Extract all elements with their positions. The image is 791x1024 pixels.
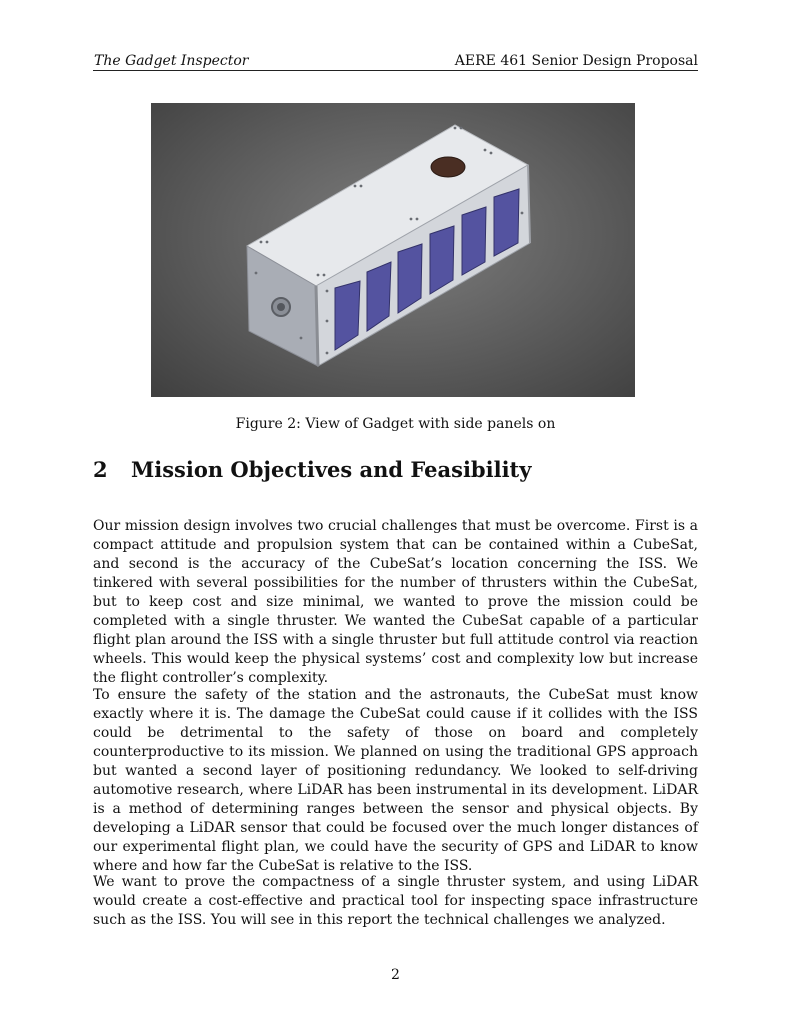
cubesat-corner-rail xyxy=(316,286,318,366)
section-heading xyxy=(93,456,698,484)
paragraph: We want to prove the compactness of a single thruster system, and using LiDAR would create a cost-effective and practical tool for inspecting space infrastructure such as the ISS. You will see in this report the technical challenges we analyzed. xyxy=(93,874,698,928)
page-header xyxy=(93,52,698,71)
paragraph: To ensure the safety of the station and the astronauts, the CubeSat must know exactly where it is. The damage the CubeSat could cause if it collides with the ISS could be detrimental to the safety of those on board and completely counterproductive to its mission. We planned on using the traditional GPS approach but wanted a second layer of positioning redundancy. We looked to self-driving automotive research, where LiDAR has been instrumental in its development. LiDAR is a method of determining ranges between the sensor and physical objects. By developing a LiDAR sensor that could be focused over the much longer distances of our experimental flight plan, we could have the security of GPS and LiDAR to know where and how far the CubeSat is relative to the ISS. xyxy=(93,687,698,874)
section-number: 2 xyxy=(93,457,108,482)
course-title: AERE 461 Senior Design Proposal xyxy=(454,53,698,69)
top-port xyxy=(431,157,465,177)
section-title: Mission Objectives and Feasibility xyxy=(131,457,532,482)
cubesat-render xyxy=(151,103,635,397)
cubesat-render-figure xyxy=(151,103,635,397)
figure-caption: Figure 2: View of Gadget with side panels on xyxy=(235,416,556,432)
paragraph: Our mission design involves two crucial challenges that must be overcome. First is a compact attitude and propulsion system that can be contained within a CubeSat, and second is the accuracy of the CubeSat’s location concerning the ISS. We tinkered with several possibilities for the number of thrusters within the CubeSat, but to keep cost and size minimal, we wanted to prove the mission could be completed with a single thruster. We wanted the CubeSat capable of a particular flight plan around the ISS with a single thruster but full attitude control via reaction wheels. This would keep the physical systems’ cost and complexity low but increase the flight controller’s complexity. xyxy=(93,518,698,686)
document-title: The Gadget Inspector xyxy=(94,53,249,69)
page-number: 2 xyxy=(391,967,400,983)
